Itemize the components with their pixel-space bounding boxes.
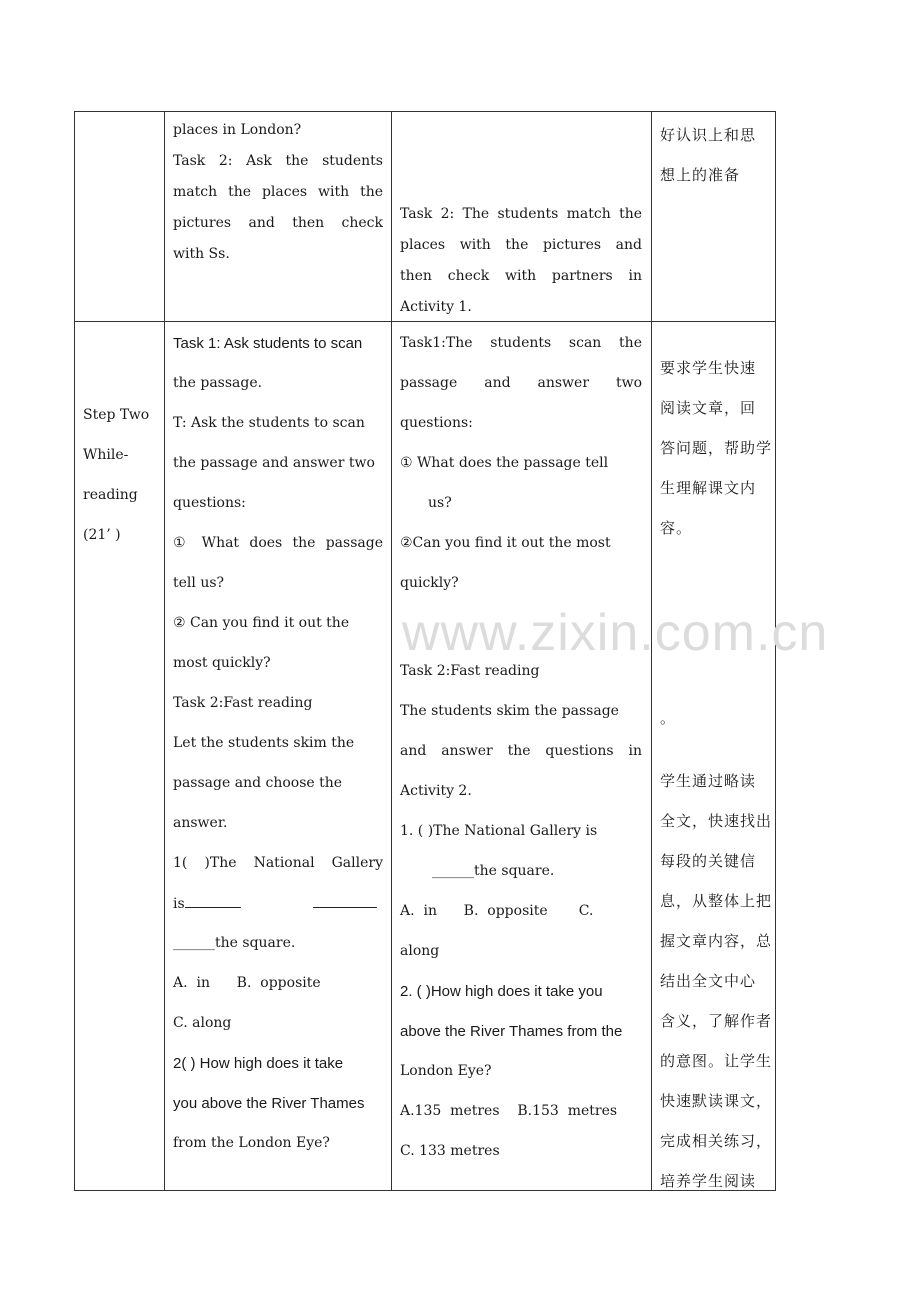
text-line: from the London Eye?: [173, 1135, 330, 1151]
text-line: The students skim the passage: [400, 703, 619, 719]
text-line: Task 2:Fast reading: [400, 663, 540, 679]
text-line: tell us?: [173, 575, 225, 591]
text-line: quickly?: [400, 575, 459, 591]
text-line: with Ss.: [173, 246, 230, 262]
text-line: Task 1: Ask students to scan: [173, 335, 363, 352]
text-line: 息，从整体上把: [660, 892, 773, 910]
text-line: London Eye?: [400, 1063, 492, 1079]
text-line: answer.: [173, 815, 228, 831]
text-line: Let the students skim the: [173, 735, 355, 751]
text-line: 握文章内容，总: [660, 932, 773, 950]
text-line: C. along: [173, 1015, 232, 1031]
text-line: places with the pictures and: [400, 237, 642, 253]
text-line: ① What does the passage tell: [400, 455, 609, 471]
text-line: Task1:The students scan the: [400, 335, 642, 351]
text-line: 答问题，帮助学: [660, 439, 773, 457]
text-line: 全文，快速找出: [660, 812, 773, 830]
text-line: passage and choose the: [173, 775, 343, 791]
text-line: 想上的准备: [660, 166, 741, 184]
answer-blank: [313, 895, 377, 908]
text-line: A. in B. opposite C.: [400, 903, 594, 919]
text-line: Activity 1.: [400, 299, 472, 315]
text-line: 。: [660, 709, 677, 727]
text-line: then check with partners in: [400, 268, 642, 284]
text-line: 学生通过略读: [660, 772, 757, 790]
text-line: 2( ) How high does it take: [173, 1055, 344, 1072]
text-line: 1( )The National Gallery: [173, 855, 383, 871]
text-line: passage and answer two: [400, 375, 642, 391]
text-line: 培养学生阅读: [660, 1172, 757, 1190]
table-row: [75, 112, 776, 322]
text-line: 结出全文中心: [660, 972, 757, 990]
text-line: T: Ask the students to scan: [173, 415, 365, 431]
text-line: pictures and then check: [173, 215, 383, 231]
step-label: Step Two: [83, 407, 150, 423]
text-line: ______the square.: [432, 863, 555, 879]
text-line: match the places with the: [173, 184, 383, 200]
text-line: us?: [428, 495, 452, 511]
text-fragment: is: [173, 896, 185, 912]
text-line: ① What does the passage: [173, 535, 383, 551]
text-line: 阅读文章，回: [660, 399, 757, 417]
text-line: 2. ( )How high does it take you: [400, 983, 603, 1000]
text-line: questions:: [400, 415, 473, 431]
text-line: places in London?: [173, 122, 302, 138]
text-line: A. in B. opposite: [173, 975, 321, 991]
watermark: www.zixin.com.cn: [402, 604, 829, 662]
text-line: ______the square.: [173, 935, 296, 951]
purpose-cell: [652, 322, 776, 1191]
text-line: 每段的关键信: [660, 852, 757, 870]
step-label: While-: [83, 447, 129, 463]
text-line: 完成相关练习，: [660, 1132, 773, 1150]
teacher-activity-cell: [165, 322, 392, 1191]
step-cell: [75, 322, 165, 1191]
text-line: Task 2:Fast reading: [173, 695, 313, 711]
text-line: [173, 895, 383, 912]
text-line: you above the River Thames: [173, 1095, 365, 1112]
student-activity-cell: [392, 112, 652, 322]
text-line: 生理解课文内: [660, 479, 757, 497]
text-line: 含义，了解作者: [660, 1012, 773, 1030]
text-line: 要求学生快速: [660, 359, 757, 377]
answer-blank: [185, 895, 241, 908]
text-line: questions:: [173, 495, 246, 511]
text-line: and answer the questions in: [400, 743, 642, 759]
text-line: 的意图。让学生: [660, 1052, 773, 1070]
purpose-cell: [652, 112, 776, 322]
step-label: reading: [83, 487, 138, 503]
text-line: the passage.: [173, 375, 263, 391]
text-line: Task 2: The students match the: [400, 206, 642, 222]
text-line: above the River Thames from the: [400, 1023, 623, 1040]
table-row: [75, 322, 776, 1191]
text-line: 快速默读课文，: [660, 1092, 773, 1110]
text-line: A.135 metres B.153 metres: [400, 1103, 618, 1119]
text-line: 容。: [660, 519, 693, 537]
text-line: Activity 2.: [400, 783, 472, 799]
text-line: along: [400, 943, 440, 959]
teacher-activity-cell: [165, 112, 392, 322]
text-line: C. 133 metres: [400, 1143, 500, 1159]
step-duration: (21’ ): [83, 527, 121, 543]
text-line: Task 2: Ask the students: [173, 153, 383, 169]
lesson-plan-table: [74, 111, 776, 1191]
text-line: 1. ( )The National Gallery is: [400, 823, 598, 839]
text-line: ② Can you find it out the: [173, 615, 350, 631]
student-activity-cell: [392, 322, 652, 1191]
text-line: 好认识上和思: [660, 126, 757, 144]
text-line: ②Can you find it out the most: [400, 535, 611, 551]
text-line: the passage and answer two: [173, 455, 375, 471]
text-line: most quickly?: [173, 655, 271, 671]
step-cell-empty: [75, 112, 165, 322]
